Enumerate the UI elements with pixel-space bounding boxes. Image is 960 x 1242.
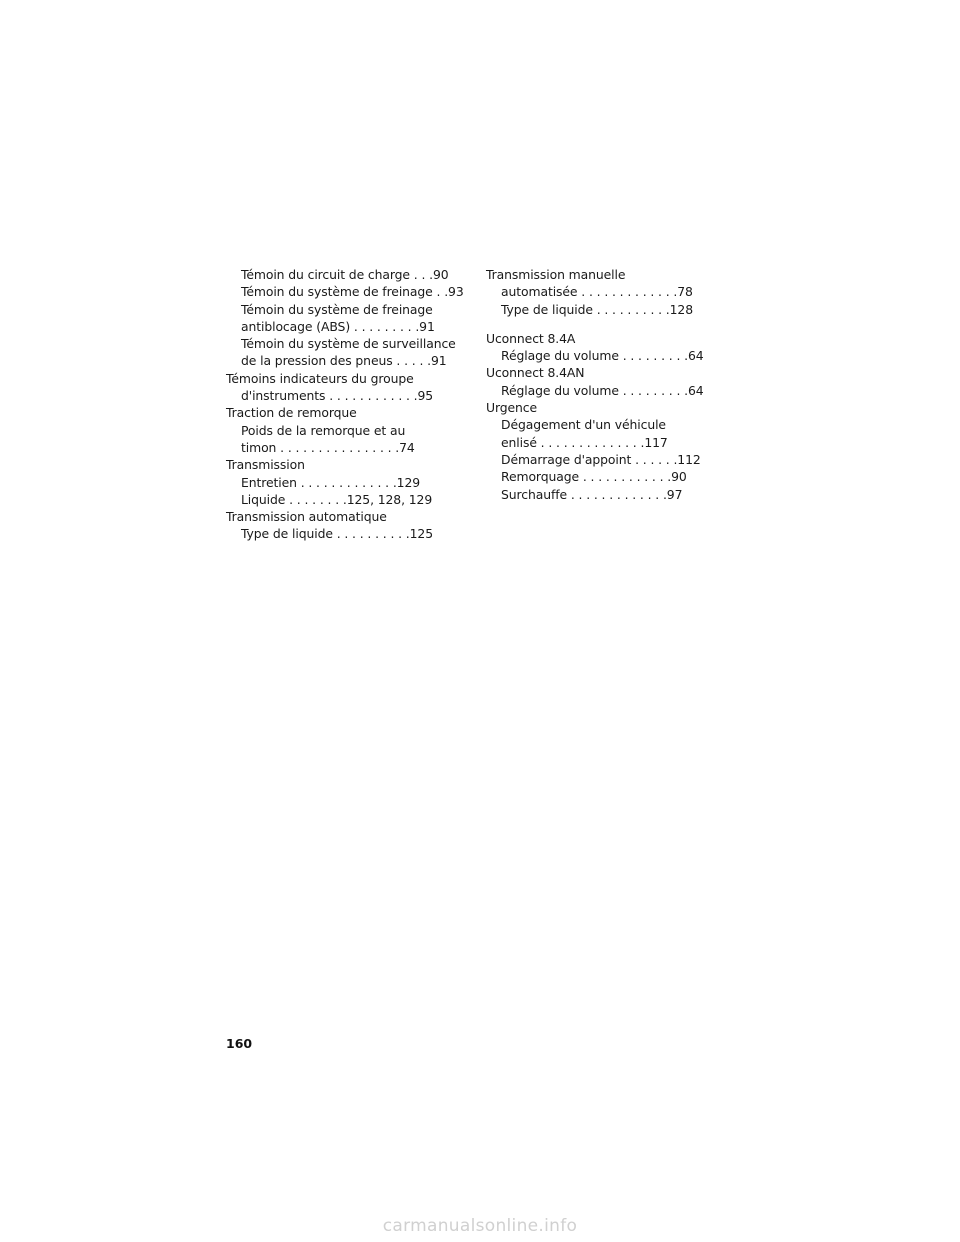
index-column-right (486, 266, 706, 503)
index-entry: Témoin du système de freinage . .93 (241, 284, 464, 300)
watermark: carmanualsonline.info (382, 1216, 578, 1236)
index-heading: Témoins indicateurs du groupe (226, 370, 414, 386)
index-heading: Uconnect 8.4AN (486, 365, 585, 381)
index-entry: Témoin du système de freinage (241, 301, 433, 317)
index-entry: Réglage du volume . . . . . . . . .64 (501, 382, 704, 398)
index-entry: de la pression des pneus . . . . .91 (241, 353, 447, 369)
index-heading: Traction de remorque (226, 405, 357, 421)
index-entry: Type de liquide . . . . . . . . . .128 (501, 301, 693, 317)
index-entry: d'instruments . . . . . . . . . . . .95 (241, 388, 434, 404)
index-entry: Réglage du volume . . . . . . . . .64 (501, 348, 704, 364)
page-number: 160 (226, 1036, 253, 1051)
index-entry: Remorquage . . . . . . . . . . . .90 (501, 469, 687, 485)
index-heading: Uconnect 8.4A (486, 330, 576, 346)
index-heading: Transmission manuelle (486, 267, 626, 282)
index-entry: Témoin du système de surveillance (241, 336, 456, 352)
index-entry: Liquide . . . . . . . .125, 128, 129 (241, 491, 433, 507)
index-heading: Transmission (226, 457, 305, 473)
index-heading: Urgence (486, 400, 538, 416)
index-entry: Poids de la remorque et au (241, 422, 406, 438)
index-entry: Démarrage d'appoint . . . . . .112 (501, 451, 701, 467)
index-entry: Témoin du circuit de charge . . .90 (241, 267, 449, 282)
index-entry: Surchauffe . . . . . . . . . . . . .97 (501, 486, 683, 502)
index-entry: Type de liquide . . . . . . . . . .125 (241, 526, 433, 542)
index-entry: Entretien . . . . . . . . . . . . .129 (241, 474, 421, 490)
index-entry: Dégagement d'un véhicule (501, 417, 666, 433)
index-column-left (226, 266, 464, 543)
index-entry: antiblocage (ABS) . . . . . . . . .91 (241, 318, 435, 334)
index-entry: enlisé . . . . . . . . . . . . . .117 (501, 434, 668, 450)
index-entry: timon . . . . . . . . . . . . . . . .74 (241, 439, 415, 455)
index-heading: Transmission automatique (226, 509, 387, 525)
index-entry: automatisée . . . . . . . . . . . . .78 (501, 284, 693, 300)
